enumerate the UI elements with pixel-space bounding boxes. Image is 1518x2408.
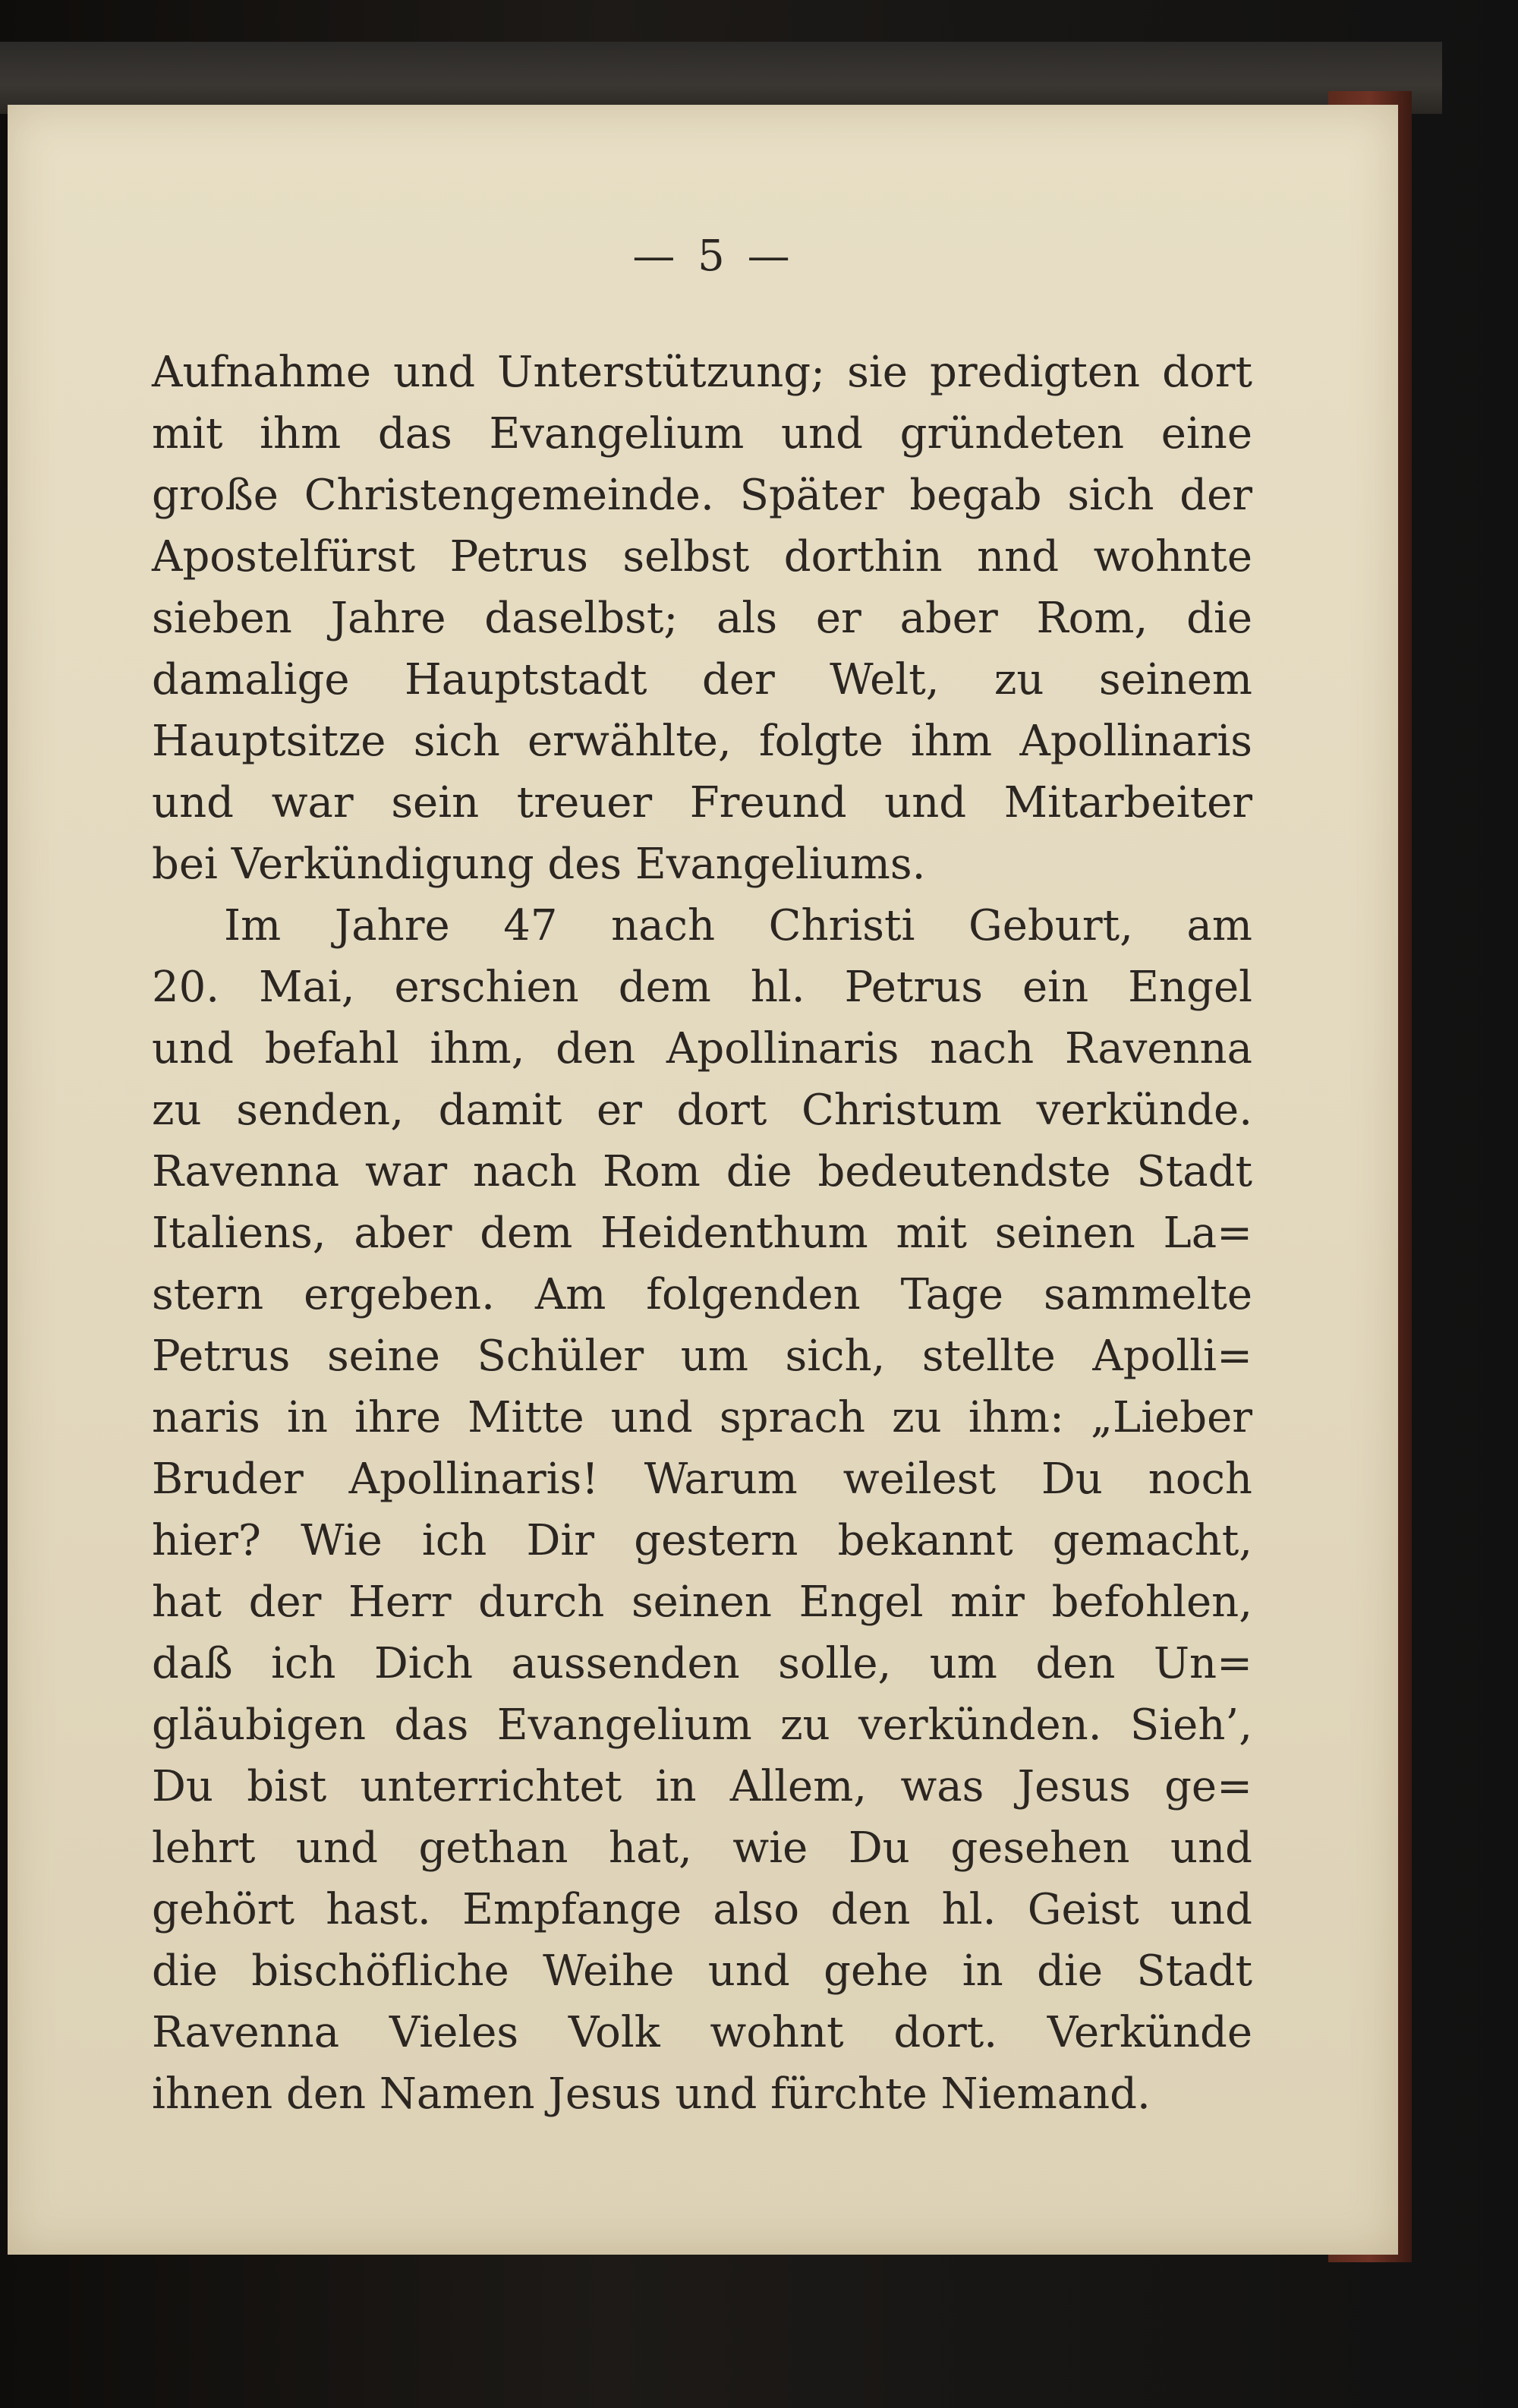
text-line: bei Verkündigung des Evangeliums. (152, 840, 926, 889)
text-line: Du bist unterrichtet in Allem, was Jesus ge= (152, 1762, 1252, 1811)
text-line: Aufnahme und Unterstützung; sie predigten dort (152, 348, 1252, 397)
text-line: große Christengemeinde. Später begab sich der (152, 471, 1252, 520)
page-body-text (152, 342, 1252, 2125)
text-line: Ravenna Vieles Volk wohnt dort. Verkünde (152, 2008, 1252, 2057)
page-number: — 5 — (632, 232, 795, 281)
text-line: hat der Herr durch seinen Engel mir befohlen, (152, 1577, 1252, 1627)
text-line: Apostelfürst Petrus selbst dorthin nnd wohnte (152, 532, 1252, 582)
text-line: Petrus seine Schüler um sich, stellte Apolli= (152, 1332, 1252, 1381)
text-line: Italiens, aber dem Heidenthum mit seinen La= (152, 1209, 1252, 1258)
text-line: und befahl ihm, den Apollinaris nach Ravenna (152, 1024, 1252, 1073)
book-top-edge (0, 42, 1442, 114)
text-line: Im Jahre 47 nach Christi Geburt, am (224, 901, 1252, 950)
text-line: lehrt und gethan hat, wie Du gesehen und (152, 1823, 1252, 1873)
text-line: die bischöfliche Weihe und gehe in die Stadt (152, 1946, 1252, 1996)
text-line: daß ich Dich aussenden solle, um den Un= (152, 1639, 1252, 1688)
text-line: Ravenna war nach Rom die bedeutendste Stadt (152, 1147, 1252, 1196)
text-line: gehört hast. Empfange also den hl. Geist und (152, 1885, 1252, 1934)
text-line: stern ergeben. Am folgenden Tage sammelte (152, 1270, 1252, 1319)
text-line: ihnen den Namen Jesus und fürchte Niemand. (152, 2069, 1151, 2119)
text-line: 20. Mai, erschien dem hl. Petrus ein Engel (152, 963, 1252, 1012)
text-line: Bruder Apollinaris! Warum weilest Du noch (152, 1455, 1252, 1504)
text-line: naris in ihre Mitte und sprach zu ihm: „Lieber (152, 1393, 1252, 1442)
text-line: zu senden, damit er dort Christum verkünde. (152, 1086, 1252, 1135)
text-line: und war sein treuer Freund und Mitarbeiter (152, 778, 1252, 827)
text-line: gläubigen das Evangelium zu verkünden. Sieh’, (152, 1700, 1252, 1750)
text-line: damalige Hauptstadt der Welt, zu seinem (152, 655, 1252, 704)
text-line: sieben Jahre daselbst; als er aber Rom, die (152, 594, 1252, 643)
text-line: Hauptsitze sich erwählte, folgte ihm Apollinaris (152, 717, 1252, 766)
text-line: hier? Wie ich Dir gestern bekannt gemacht, (152, 1516, 1252, 1565)
text-line: mit ihm das Evangelium und gründeten eine (152, 409, 1252, 459)
